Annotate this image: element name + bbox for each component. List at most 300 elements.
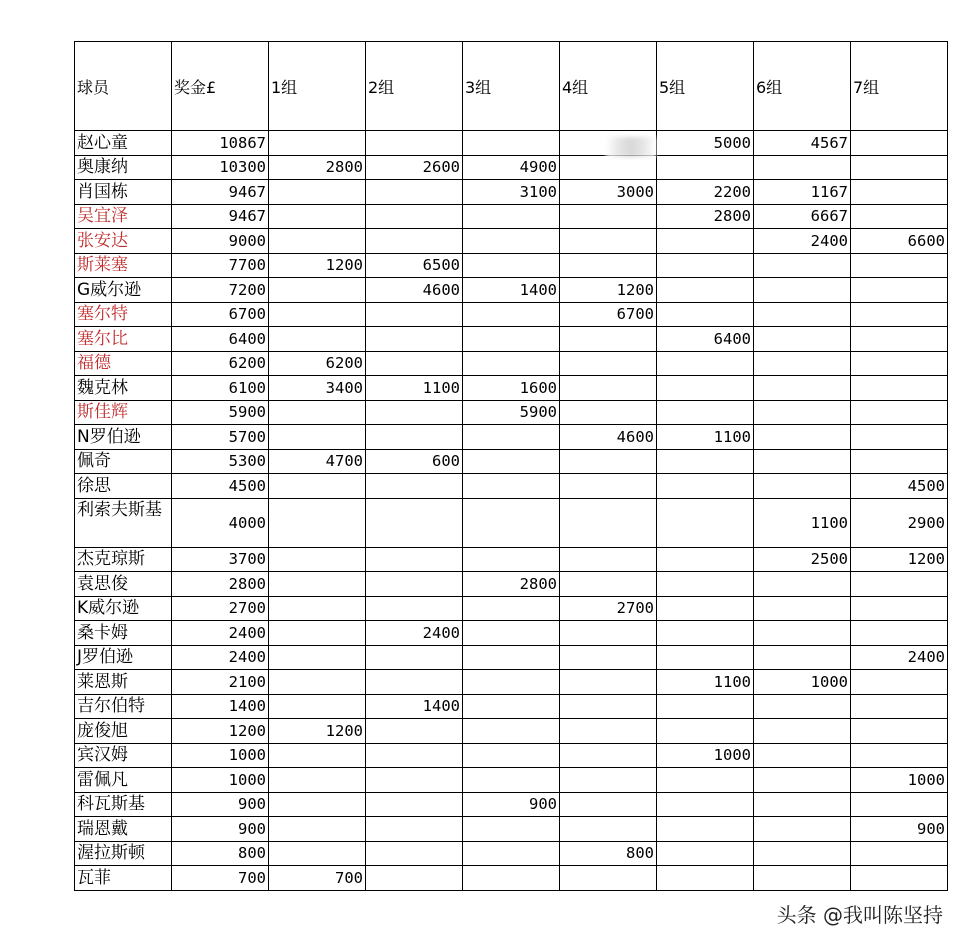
group-3-cell bbox=[463, 229, 560, 254]
group-1-cell bbox=[269, 180, 366, 205]
group-7-cell bbox=[851, 278, 948, 303]
player-name-cell: 科瓦斯基 bbox=[75, 792, 172, 817]
group-6-cell: 1167 bbox=[754, 180, 851, 205]
group-1-cell bbox=[269, 621, 366, 646]
group-2-cell: 600 bbox=[366, 449, 463, 474]
group-4-cell bbox=[560, 498, 657, 547]
group-6-cell bbox=[754, 866, 851, 891]
group-1-cell bbox=[269, 596, 366, 621]
group-7-cell bbox=[851, 351, 948, 376]
group-3-cell bbox=[463, 547, 560, 572]
group-3-cell bbox=[463, 621, 560, 646]
group-3-cell: 1600 bbox=[463, 376, 560, 401]
group-5-cell bbox=[657, 768, 754, 793]
table-row bbox=[75, 155, 948, 180]
group-2-cell bbox=[366, 131, 463, 156]
player-name-cell: 庞俊旭 bbox=[75, 719, 172, 744]
group-5-cell: 5000 bbox=[657, 131, 754, 156]
group-7-cell bbox=[851, 792, 948, 817]
group-2-cell bbox=[366, 474, 463, 499]
table-row bbox=[75, 131, 948, 156]
bonus-cell: 2800 bbox=[172, 572, 269, 597]
group-5-cell bbox=[657, 694, 754, 719]
player-name-cell: 雷佩凡 bbox=[75, 768, 172, 793]
group-1-cell: 1200 bbox=[269, 253, 366, 278]
player-name-cell: 赵心童 bbox=[75, 131, 172, 156]
group-2-cell bbox=[366, 180, 463, 205]
group-4-cell bbox=[560, 449, 657, 474]
player-name-cell: 渥拉斯顿 bbox=[75, 841, 172, 866]
group-4-cell bbox=[560, 866, 657, 891]
group-4-cell bbox=[560, 351, 657, 376]
bonus-cell: 6200 bbox=[172, 351, 269, 376]
group-7-cell bbox=[851, 719, 948, 744]
group-6-cell bbox=[754, 327, 851, 352]
group-1-cell: 3400 bbox=[269, 376, 366, 401]
group-5-cell bbox=[657, 229, 754, 254]
bonus-cell: 6700 bbox=[172, 302, 269, 327]
group-3-cell bbox=[463, 645, 560, 670]
group-4-cell bbox=[560, 670, 657, 695]
table-row bbox=[75, 204, 948, 229]
group-4-cell bbox=[560, 572, 657, 597]
group-5-cell bbox=[657, 376, 754, 401]
group-3-cell: 3100 bbox=[463, 180, 560, 205]
group-5-cell bbox=[657, 474, 754, 499]
group-2-cell: 1400 bbox=[366, 694, 463, 719]
group-7-cell bbox=[851, 131, 948, 156]
bonus-cell: 700 bbox=[172, 866, 269, 891]
group-1-cell bbox=[269, 302, 366, 327]
group-2-cell bbox=[366, 351, 463, 376]
player-name-cell: 宾汉姆 bbox=[75, 743, 172, 768]
group-1-cell bbox=[269, 498, 366, 547]
group-7-cell bbox=[851, 596, 948, 621]
group-1-cell bbox=[269, 792, 366, 817]
group-7-cell bbox=[851, 204, 948, 229]
group-2-cell: 2600 bbox=[366, 155, 463, 180]
bonus-cell: 2100 bbox=[172, 670, 269, 695]
group-3-cell bbox=[463, 425, 560, 450]
table-row bbox=[75, 302, 948, 327]
group-1-cell bbox=[269, 204, 366, 229]
group-5-cell bbox=[657, 155, 754, 180]
column-header: 1组 bbox=[269, 42, 366, 131]
column-header: 5组 bbox=[657, 42, 754, 131]
group-4-cell: 2700 bbox=[560, 596, 657, 621]
player-name-cell: 徐思 bbox=[75, 474, 172, 499]
group-2-cell: 6500 bbox=[366, 253, 463, 278]
group-3-cell bbox=[463, 719, 560, 744]
group-2-cell bbox=[366, 768, 463, 793]
group-7-cell bbox=[851, 302, 948, 327]
group-2-cell bbox=[366, 792, 463, 817]
group-4-cell bbox=[560, 743, 657, 768]
group-3-cell bbox=[463, 351, 560, 376]
group-1-cell bbox=[269, 327, 366, 352]
column-header: 2组 bbox=[366, 42, 463, 131]
bonus-cell: 1000 bbox=[172, 743, 269, 768]
group-5-cell bbox=[657, 645, 754, 670]
group-4-cell bbox=[560, 253, 657, 278]
group-6-cell bbox=[754, 572, 851, 597]
group-4-cell bbox=[560, 645, 657, 670]
group-1-cell bbox=[269, 743, 366, 768]
group-5-cell bbox=[657, 302, 754, 327]
group-3-cell bbox=[463, 866, 560, 891]
group-1-cell bbox=[269, 694, 366, 719]
player-name-cell: 桑卡姆 bbox=[75, 621, 172, 646]
group-3-cell bbox=[463, 474, 560, 499]
header-row bbox=[75, 42, 948, 131]
group-7-cell bbox=[851, 670, 948, 695]
bonus-cell: 5300 bbox=[172, 449, 269, 474]
group-4-cell: 1200 bbox=[560, 278, 657, 303]
group-7-cell bbox=[851, 866, 948, 891]
group-2-cell bbox=[366, 670, 463, 695]
table-row bbox=[75, 449, 948, 474]
group-4-cell: 800 bbox=[560, 841, 657, 866]
bonus-cell: 6100 bbox=[172, 376, 269, 401]
group-1-cell bbox=[269, 131, 366, 156]
group-2-cell bbox=[366, 817, 463, 842]
table-row bbox=[75, 841, 948, 866]
player-name-cell: 杰克琼斯 bbox=[75, 547, 172, 572]
player-name-cell: 奥康纳 bbox=[75, 155, 172, 180]
bonus-cell: 9467 bbox=[172, 204, 269, 229]
table-row bbox=[75, 180, 948, 205]
group-6-cell bbox=[754, 621, 851, 646]
group-2-cell bbox=[366, 719, 463, 744]
group-5-cell bbox=[657, 400, 754, 425]
group-5-cell bbox=[657, 449, 754, 474]
group-4-cell bbox=[560, 817, 657, 842]
player-name-cell: 张安达 bbox=[75, 229, 172, 254]
group-7-cell: 1200 bbox=[851, 547, 948, 572]
player-name-cell: 塞尔特 bbox=[75, 302, 172, 327]
group-6-cell bbox=[754, 278, 851, 303]
group-7-cell: 1000 bbox=[851, 768, 948, 793]
bonus-cell: 6400 bbox=[172, 327, 269, 352]
group-6-cell bbox=[754, 351, 851, 376]
group-4-cell bbox=[560, 694, 657, 719]
group-6-cell bbox=[754, 400, 851, 425]
group-6-cell bbox=[754, 253, 851, 278]
group-1-cell: 2800 bbox=[269, 155, 366, 180]
group-6-cell bbox=[754, 645, 851, 670]
group-3-cell bbox=[463, 817, 560, 842]
group-6-cell bbox=[754, 302, 851, 327]
group-2-cell bbox=[366, 743, 463, 768]
group-3-cell bbox=[463, 670, 560, 695]
group-6-cell bbox=[754, 792, 851, 817]
group-6-cell bbox=[754, 817, 851, 842]
group-3-cell: 4900 bbox=[463, 155, 560, 180]
group-2-cell bbox=[366, 841, 463, 866]
group-7-cell bbox=[851, 694, 948, 719]
table-row bbox=[75, 670, 948, 695]
group-6-cell: 2500 bbox=[754, 547, 851, 572]
group-3-cell bbox=[463, 743, 560, 768]
group-1-cell bbox=[269, 645, 366, 670]
group-4-cell: 6700 bbox=[560, 302, 657, 327]
group-5-cell bbox=[657, 547, 754, 572]
group-4-cell bbox=[560, 376, 657, 401]
group-2-cell bbox=[366, 229, 463, 254]
group-3-cell bbox=[463, 449, 560, 474]
group-5-cell bbox=[657, 817, 754, 842]
group-3-cell bbox=[463, 253, 560, 278]
bonus-cell: 2400 bbox=[172, 621, 269, 646]
bonus-cell: 9000 bbox=[172, 229, 269, 254]
player-name-cell: 瑞恩戴 bbox=[75, 817, 172, 842]
group-7-cell: 2900 bbox=[851, 498, 948, 547]
group-3-cell bbox=[463, 327, 560, 352]
group-3-cell bbox=[463, 302, 560, 327]
group-6-cell: 1100 bbox=[754, 498, 851, 547]
group-2-cell bbox=[366, 327, 463, 352]
group-5-cell: 2800 bbox=[657, 204, 754, 229]
column-header: 奖金£ bbox=[172, 42, 269, 131]
group-1-cell bbox=[269, 817, 366, 842]
group-2-cell: 1100 bbox=[366, 376, 463, 401]
group-7-cell: 900 bbox=[851, 817, 948, 842]
table-row bbox=[75, 596, 948, 621]
group-2-cell bbox=[366, 596, 463, 621]
bonus-cell: 1400 bbox=[172, 694, 269, 719]
group-5-cell bbox=[657, 278, 754, 303]
table-row bbox=[75, 694, 948, 719]
bonus-cell: 1000 bbox=[172, 768, 269, 793]
group-1-cell bbox=[269, 400, 366, 425]
group-6-cell: 1000 bbox=[754, 670, 851, 695]
bonus-cell: 2700 bbox=[172, 596, 269, 621]
player-name-cell: 吉尔伯特 bbox=[75, 694, 172, 719]
group-4-cell bbox=[560, 474, 657, 499]
group-7-cell bbox=[851, 841, 948, 866]
group-2-cell bbox=[366, 400, 463, 425]
group-6-cell bbox=[754, 841, 851, 866]
group-3-cell: 2800 bbox=[463, 572, 560, 597]
group-5-cell bbox=[657, 351, 754, 376]
group-5-cell bbox=[657, 719, 754, 744]
group-1-cell bbox=[269, 670, 366, 695]
player-name-cell: 斯莱塞 bbox=[75, 253, 172, 278]
group-3-cell bbox=[463, 596, 560, 621]
player-name-cell: 塞尔比 bbox=[75, 327, 172, 352]
group-5-cell: 2200 bbox=[657, 180, 754, 205]
table-row bbox=[75, 547, 948, 572]
bonus-cell: 5700 bbox=[172, 425, 269, 450]
group-5-cell bbox=[657, 792, 754, 817]
group-6-cell: 2400 bbox=[754, 229, 851, 254]
bonus-cell: 900 bbox=[172, 817, 269, 842]
group-3-cell: 900 bbox=[463, 792, 560, 817]
group-2-cell bbox=[366, 572, 463, 597]
table-row bbox=[75, 743, 948, 768]
group-1-cell: 4700 bbox=[269, 449, 366, 474]
group-6-cell bbox=[754, 768, 851, 793]
group-6-cell: 4567 bbox=[754, 131, 851, 156]
table-row bbox=[75, 817, 948, 842]
group-3-cell bbox=[463, 768, 560, 793]
table-row bbox=[75, 792, 948, 817]
group-5-cell: 6400 bbox=[657, 327, 754, 352]
player-name-cell: K威尔逊 bbox=[75, 596, 172, 621]
group-4-cell bbox=[560, 229, 657, 254]
group-2-cell bbox=[366, 425, 463, 450]
group-4-cell: 4600 bbox=[560, 425, 657, 450]
group-1-cell bbox=[269, 841, 366, 866]
player-name-cell: 瓦菲 bbox=[75, 866, 172, 891]
table-row bbox=[75, 866, 948, 891]
group-5-cell: 1000 bbox=[657, 743, 754, 768]
group-1-cell bbox=[269, 547, 366, 572]
table-row bbox=[75, 621, 948, 646]
group-6-cell: 6667 bbox=[754, 204, 851, 229]
column-header: 6组 bbox=[754, 42, 851, 131]
player-name-cell: 吴宜泽 bbox=[75, 204, 172, 229]
group-3-cell: 5900 bbox=[463, 400, 560, 425]
group-2-cell: 4600 bbox=[366, 278, 463, 303]
group-6-cell bbox=[754, 743, 851, 768]
group-3-cell bbox=[463, 841, 560, 866]
bonus-cell: 4500 bbox=[172, 474, 269, 499]
bonus-cell: 4000 bbox=[172, 498, 269, 547]
group-5-cell bbox=[657, 621, 754, 646]
group-4-cell: 3000 bbox=[560, 180, 657, 205]
group-6-cell bbox=[754, 719, 851, 744]
group-7-cell bbox=[851, 253, 948, 278]
group-7-cell bbox=[851, 155, 948, 180]
group-2-cell bbox=[366, 547, 463, 572]
player-name-cell: 福德 bbox=[75, 351, 172, 376]
table-row bbox=[75, 425, 948, 450]
group-5-cell: 1100 bbox=[657, 425, 754, 450]
player-name-cell: 肖国栋 bbox=[75, 180, 172, 205]
bonus-cell: 2400 bbox=[172, 645, 269, 670]
group-6-cell bbox=[754, 694, 851, 719]
group-3-cell bbox=[463, 204, 560, 229]
group-7-cell bbox=[851, 572, 948, 597]
column-header: 4组 bbox=[560, 42, 657, 131]
group-4-cell bbox=[560, 719, 657, 744]
group-7-cell bbox=[851, 449, 948, 474]
table-row bbox=[75, 768, 948, 793]
group-5-cell bbox=[657, 841, 754, 866]
group-5-cell: 1100 bbox=[657, 670, 754, 695]
player-name-cell: 莱恩斯 bbox=[75, 670, 172, 695]
player-name-cell: G威尔逊 bbox=[75, 278, 172, 303]
group-4-cell bbox=[560, 768, 657, 793]
group-4-cell bbox=[560, 327, 657, 352]
group-4-cell bbox=[560, 621, 657, 646]
group-1-cell: 6200 bbox=[269, 351, 366, 376]
player-name-cell: 利索夫斯基 bbox=[75, 498, 172, 547]
group-1-cell bbox=[269, 425, 366, 450]
group-7-cell: 6600 bbox=[851, 229, 948, 254]
table-row bbox=[75, 645, 948, 670]
column-header: 3组 bbox=[463, 42, 560, 131]
group-6-cell bbox=[754, 376, 851, 401]
column-header: 球员 bbox=[75, 42, 172, 131]
table-row bbox=[75, 351, 948, 376]
player-name-cell: 佩奇 bbox=[75, 449, 172, 474]
player-name-cell: N罗伯逊 bbox=[75, 425, 172, 450]
bonus-cell: 9467 bbox=[172, 180, 269, 205]
table-row bbox=[75, 400, 948, 425]
group-1-cell: 700 bbox=[269, 866, 366, 891]
table-row bbox=[75, 327, 948, 352]
group-6-cell bbox=[754, 155, 851, 180]
group-7-cell bbox=[851, 743, 948, 768]
bonus-cell: 7200 bbox=[172, 278, 269, 303]
group-3-cell bbox=[463, 498, 560, 547]
player-name-cell: 袁思俊 bbox=[75, 572, 172, 597]
group-2-cell bbox=[366, 302, 463, 327]
group-1-cell: 1200 bbox=[269, 719, 366, 744]
bonus-cell: 7700 bbox=[172, 253, 269, 278]
watermark: 头条 @我叫陈坚持 bbox=[777, 899, 943, 928]
bonus-table bbox=[74, 41, 948, 891]
bonus-cell: 800 bbox=[172, 841, 269, 866]
table-row bbox=[75, 253, 948, 278]
bonus-cell: 1200 bbox=[172, 719, 269, 744]
bonus-cell: 10867 bbox=[172, 131, 269, 156]
group-7-cell bbox=[851, 400, 948, 425]
group-2-cell bbox=[366, 498, 463, 547]
group-2-cell bbox=[366, 204, 463, 229]
table-row bbox=[75, 474, 948, 499]
group-2-cell: 2400 bbox=[366, 621, 463, 646]
group-2-cell bbox=[366, 645, 463, 670]
table-row bbox=[75, 229, 948, 254]
bonus-cell: 900 bbox=[172, 792, 269, 817]
group-6-cell bbox=[754, 596, 851, 621]
table-row bbox=[75, 719, 948, 744]
group-2-cell bbox=[366, 866, 463, 891]
group-6-cell bbox=[754, 449, 851, 474]
group-4-cell bbox=[560, 547, 657, 572]
group-7-cell bbox=[851, 180, 948, 205]
player-name-cell: 斯佳辉 bbox=[75, 400, 172, 425]
group-1-cell bbox=[269, 474, 366, 499]
group-5-cell bbox=[657, 572, 754, 597]
group-1-cell bbox=[269, 768, 366, 793]
group-7-cell bbox=[851, 425, 948, 450]
group-5-cell bbox=[657, 596, 754, 621]
table-row bbox=[75, 572, 948, 597]
bonus-cell: 10300 bbox=[172, 155, 269, 180]
group-3-cell bbox=[463, 131, 560, 156]
blurred-cell bbox=[606, 137, 656, 157]
group-1-cell bbox=[269, 278, 366, 303]
table-body bbox=[75, 131, 948, 891]
group-6-cell bbox=[754, 474, 851, 499]
player-name-cell: 魏克林 bbox=[75, 376, 172, 401]
group-1-cell bbox=[269, 572, 366, 597]
player-name-cell: J罗伯逊 bbox=[75, 645, 172, 670]
group-7-cell bbox=[851, 376, 948, 401]
group-4-cell bbox=[560, 204, 657, 229]
group-6-cell bbox=[754, 425, 851, 450]
group-4-cell bbox=[560, 155, 657, 180]
group-1-cell bbox=[269, 229, 366, 254]
group-7-cell: 2400 bbox=[851, 645, 948, 670]
bonus-cell: 3700 bbox=[172, 547, 269, 572]
group-3-cell: 1400 bbox=[463, 278, 560, 303]
table-row bbox=[75, 278, 948, 303]
